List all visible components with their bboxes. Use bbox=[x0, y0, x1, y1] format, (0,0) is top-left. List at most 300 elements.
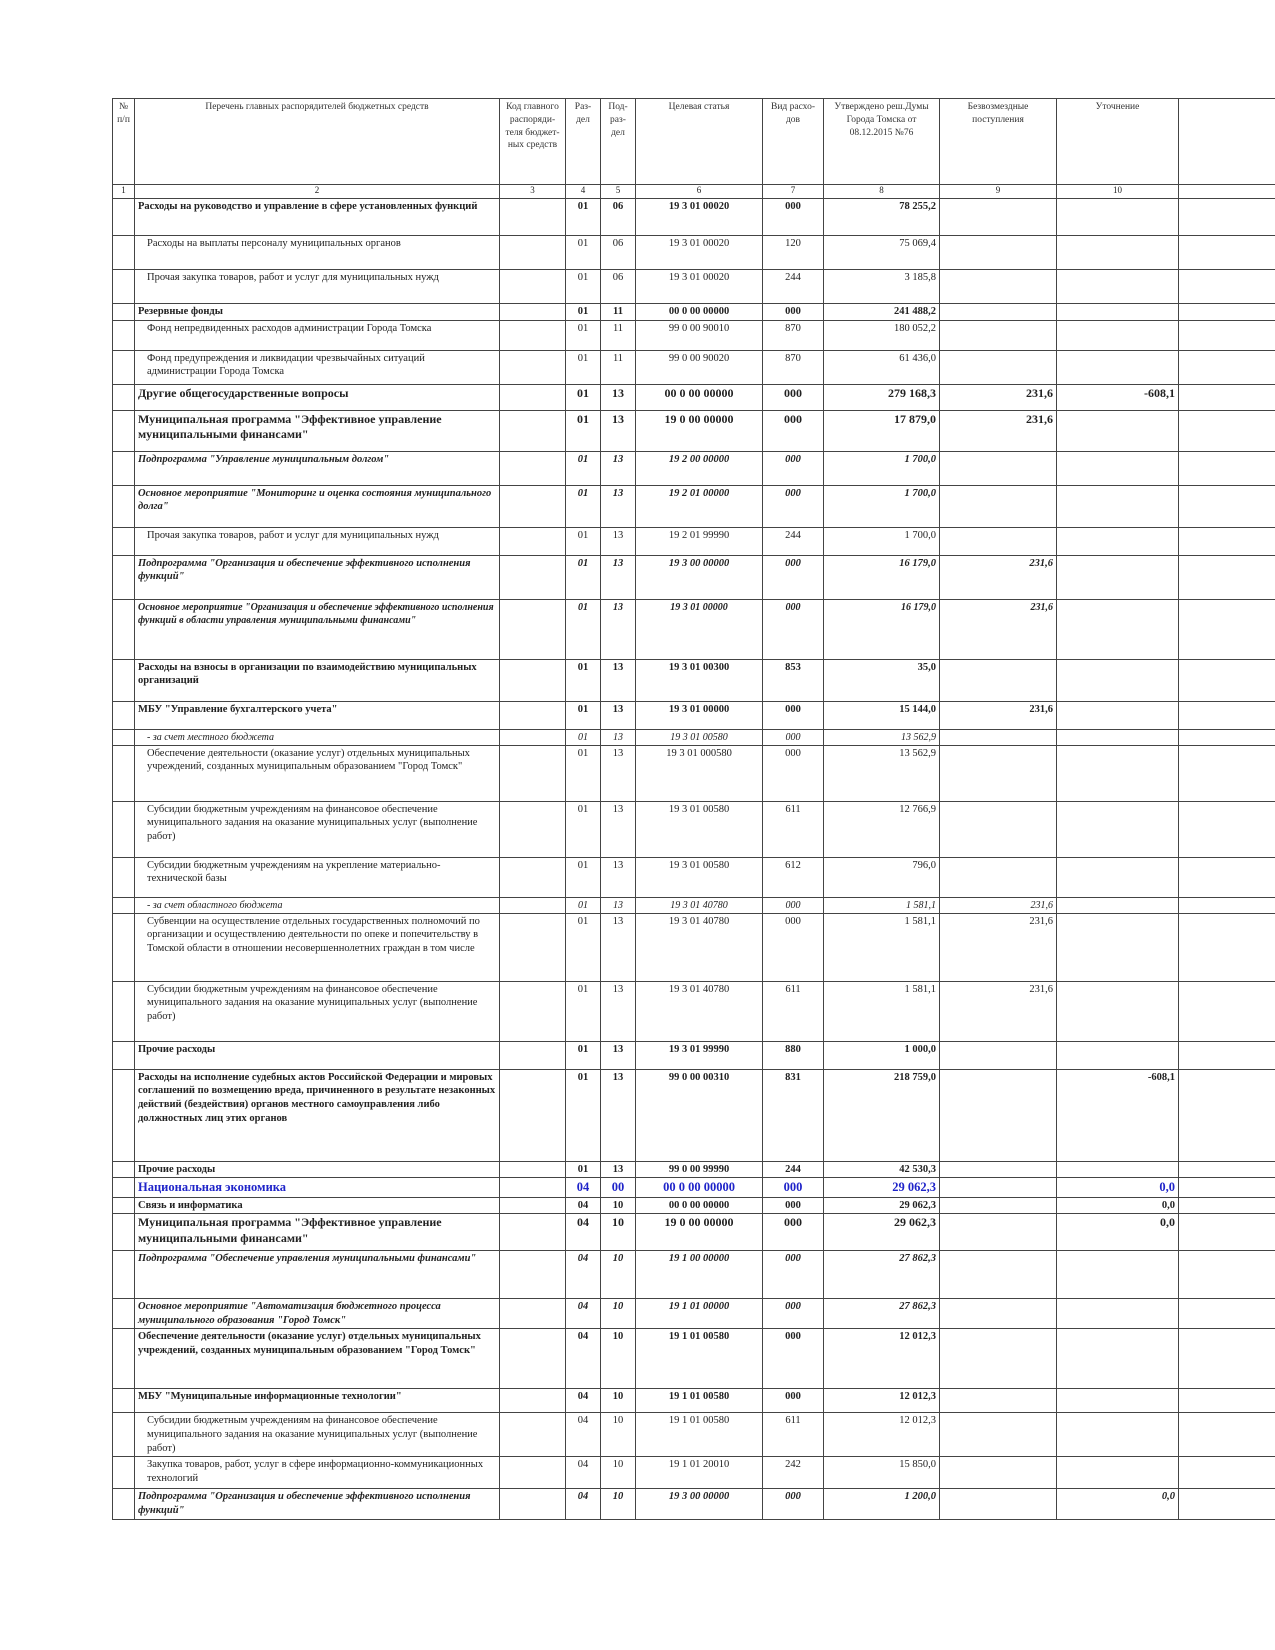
free-receipts-cell bbox=[940, 1197, 1057, 1214]
podrazdel-cell: 13 bbox=[601, 659, 636, 701]
row-number-cell bbox=[113, 451, 135, 485]
adjustment-cell: 0,0 bbox=[1057, 1197, 1179, 1214]
table-row bbox=[113, 981, 1275, 1041]
razdel-cell: 01 bbox=[566, 320, 601, 350]
grbs-code-cell bbox=[500, 857, 566, 897]
row-number-cell bbox=[113, 236, 135, 270]
expense-type-cell: 611 bbox=[763, 801, 824, 857]
col-num: 3 bbox=[500, 185, 566, 199]
row-cut-cell bbox=[1179, 729, 1275, 745]
razdel-cell: 01 bbox=[566, 729, 601, 745]
adjustment-cell bbox=[1057, 913, 1179, 981]
row-number-cell bbox=[113, 1329, 135, 1389]
row-name-cell: - за счет областного бюджета bbox=[135, 897, 500, 913]
free-receipts-cell bbox=[940, 1069, 1057, 1161]
row-cut-cell bbox=[1179, 1489, 1275, 1519]
grbs-code-cell bbox=[500, 801, 566, 857]
row-cut-cell bbox=[1179, 659, 1275, 701]
row-cut-cell bbox=[1179, 304, 1275, 321]
grbs-code-cell bbox=[500, 236, 566, 270]
expense-type-cell: 000 bbox=[763, 729, 824, 745]
razdel-cell: 01 bbox=[566, 350, 601, 384]
table-row bbox=[113, 410, 1275, 451]
row-name-cell: Обеспечение деятельности (оказание услуг) отдельных муниципальных учреждений, созданных муниципальным образованием "Город Томск" bbox=[135, 1329, 500, 1389]
target-article-cell: 19 3 00 00000 bbox=[636, 1489, 763, 1519]
approved-cell: 279 168,3 bbox=[824, 384, 940, 410]
adjustment-cell bbox=[1057, 1251, 1179, 1299]
adjustment-cell bbox=[1057, 236, 1179, 270]
row-number-cell bbox=[113, 555, 135, 599]
grbs-code-cell bbox=[500, 897, 566, 913]
razdel-cell: 04 bbox=[566, 1299, 601, 1329]
grbs-code-cell bbox=[500, 304, 566, 321]
free-receipts-cell bbox=[940, 857, 1057, 897]
approved-cell: 12 012,3 bbox=[824, 1389, 940, 1413]
podrazdel-cell: 13 bbox=[601, 745, 636, 801]
row-cut-cell bbox=[1179, 236, 1275, 270]
razdel-cell: 01 bbox=[566, 857, 601, 897]
budget-sheet bbox=[112, 98, 1275, 1520]
podrazdel-cell: 13 bbox=[601, 981, 636, 1041]
adjustment-cell bbox=[1057, 801, 1179, 857]
adjustment-cell: 0,0 bbox=[1057, 1214, 1179, 1251]
row-cut-cell bbox=[1179, 555, 1275, 599]
razdel-cell: 01 bbox=[566, 384, 601, 410]
podrazdel-cell: 13 bbox=[601, 857, 636, 897]
row-name-cell: Субсидии бюджетным учреждениям на финансовое обеспечение муниципального задания на оказание муниципальных услуг (выполнение работ) bbox=[135, 1413, 500, 1457]
grbs-code-cell bbox=[500, 451, 566, 485]
grbs-code-cell bbox=[500, 1041, 566, 1069]
expense-type-cell: 000 bbox=[763, 451, 824, 485]
table-row bbox=[113, 1214, 1275, 1251]
podrazdel-cell: 00 bbox=[601, 1178, 636, 1197]
free-receipts-cell bbox=[940, 1251, 1057, 1299]
header-cut bbox=[1179, 99, 1275, 185]
razdel-cell: 01 bbox=[566, 913, 601, 981]
header-name: Перечень главных распорядителей бюджетных средств bbox=[135, 99, 500, 185]
podrazdel-cell: 11 bbox=[601, 304, 636, 321]
col-num: 9 bbox=[940, 185, 1057, 199]
expense-type-cell: 000 bbox=[763, 485, 824, 527]
table-row bbox=[113, 1413, 1275, 1457]
table-row bbox=[113, 236, 1275, 270]
razdel-cell: 01 bbox=[566, 1161, 601, 1178]
target-article-cell: 19 0 00 00000 bbox=[636, 1214, 763, 1251]
target-article-cell: 19 2 01 99990 bbox=[636, 527, 763, 555]
row-cut-cell bbox=[1179, 1214, 1275, 1251]
free-receipts-cell bbox=[940, 270, 1057, 304]
row-number-cell bbox=[113, 1389, 135, 1413]
row-cut-cell bbox=[1179, 451, 1275, 485]
row-name-cell: Прочая закупка товаров, работ и услуг для муниципальных нужд bbox=[135, 527, 500, 555]
row-name-cell: Расходы на исполнение судебных актов Российской Федерации и мировых соглашений по возмещению вреда, причиненного в результате незаконных действий (бездействия) органов местного самоуправления либо должностных лиц этих органов bbox=[135, 1069, 500, 1161]
row-number-cell bbox=[113, 1041, 135, 1069]
adjustment-cell: -608,1 bbox=[1057, 384, 1179, 410]
approved-cell: 3 185,8 bbox=[824, 270, 940, 304]
grbs-code-cell bbox=[500, 1069, 566, 1161]
podrazdel-cell: 10 bbox=[601, 1197, 636, 1214]
table-row bbox=[113, 1197, 1275, 1214]
table-row bbox=[113, 1457, 1275, 1489]
adjustment-cell: 0,0 bbox=[1057, 1489, 1179, 1519]
col-num: 6 bbox=[636, 185, 763, 199]
row-cut-cell bbox=[1179, 270, 1275, 304]
expense-type-cell: 612 bbox=[763, 857, 824, 897]
free-receipts-cell bbox=[940, 1389, 1057, 1413]
budget-table bbox=[112, 98, 1275, 1520]
row-name-cell: Подпрограмма "Организация и обеспечение эффективного исполнения функций" bbox=[135, 1489, 500, 1519]
target-article-cell: 00 0 00 00000 bbox=[636, 384, 763, 410]
free-receipts-cell bbox=[940, 527, 1057, 555]
expense-type-cell: 000 bbox=[763, 1251, 824, 1299]
row-number-cell bbox=[113, 199, 135, 236]
target-article-cell: 99 0 00 00310 bbox=[636, 1069, 763, 1161]
razdel-cell: 01 bbox=[566, 745, 601, 801]
row-name-cell: Резервные фонды bbox=[135, 304, 500, 321]
adjustment-cell: 0,0 bbox=[1057, 1178, 1179, 1197]
row-number-cell bbox=[113, 701, 135, 729]
grbs-code-cell bbox=[500, 1251, 566, 1299]
expense-type-cell: 000 bbox=[763, 745, 824, 801]
expense-type-cell: 000 bbox=[763, 384, 824, 410]
row-cut-cell bbox=[1179, 384, 1275, 410]
podrazdel-cell: 06 bbox=[601, 270, 636, 304]
podrazdel-cell: 13 bbox=[601, 527, 636, 555]
podrazdel-cell: 06 bbox=[601, 236, 636, 270]
header-target-article: Целевая статья bbox=[636, 99, 763, 185]
target-article-cell: 19 1 01 00000 bbox=[636, 1299, 763, 1329]
row-cut-cell bbox=[1179, 701, 1275, 729]
target-article-cell: 00 0 00 00000 bbox=[636, 1178, 763, 1197]
free-receipts-cell bbox=[940, 1299, 1057, 1329]
approved-cell: 12 766,9 bbox=[824, 801, 940, 857]
row-cut-cell bbox=[1179, 1299, 1275, 1329]
table-row bbox=[113, 659, 1275, 701]
target-article-cell: 19 0 00 00000 bbox=[636, 410, 763, 451]
expense-type-cell: 000 bbox=[763, 913, 824, 981]
row-name-cell: Прочие расходы bbox=[135, 1041, 500, 1069]
adjustment-cell bbox=[1057, 897, 1179, 913]
razdel-cell: 01 bbox=[566, 410, 601, 451]
row-number-cell bbox=[113, 897, 135, 913]
grbs-code-cell bbox=[500, 1489, 566, 1519]
row-number-cell bbox=[113, 745, 135, 801]
podrazdel-cell: 13 bbox=[601, 451, 636, 485]
row-number-cell bbox=[113, 729, 135, 745]
free-receipts-cell bbox=[940, 745, 1057, 801]
grbs-code-cell bbox=[500, 1161, 566, 1178]
free-receipts-cell bbox=[940, 729, 1057, 745]
row-cut-cell bbox=[1179, 1413, 1275, 1457]
free-receipts-cell bbox=[940, 801, 1057, 857]
free-receipts-cell bbox=[940, 1161, 1057, 1178]
row-cut-cell bbox=[1179, 745, 1275, 801]
table-row bbox=[113, 701, 1275, 729]
grbs-code-cell bbox=[500, 350, 566, 384]
free-receipts-cell bbox=[940, 320, 1057, 350]
razdel-cell: 04 bbox=[566, 1489, 601, 1519]
row-number-cell bbox=[113, 270, 135, 304]
row-cut-cell bbox=[1179, 527, 1275, 555]
grbs-code-cell bbox=[500, 1389, 566, 1413]
approved-cell: 35,0 bbox=[824, 659, 940, 701]
header-row bbox=[113, 99, 1275, 185]
row-number-cell bbox=[113, 857, 135, 897]
table-row bbox=[113, 384, 1275, 410]
row-name-cell: Субвенции на осуществление отдельных государственных полномочий по организации и осуществлению деятельности по опеке и попечительству в Томской области в отношении несовершеннолетних граждан в том числе bbox=[135, 913, 500, 981]
expense-type-cell: 880 bbox=[763, 1041, 824, 1069]
target-article-cell: 19 3 01 99990 bbox=[636, 1041, 763, 1069]
table-row bbox=[113, 1178, 1275, 1197]
approved-cell: 16 179,0 bbox=[824, 599, 940, 659]
podrazdel-cell: 13 bbox=[601, 485, 636, 527]
podrazdel-cell: 10 bbox=[601, 1299, 636, 1329]
row-cut-cell bbox=[1179, 1329, 1275, 1389]
podrazdel-cell: 13 bbox=[601, 701, 636, 729]
target-article-cell: 19 1 01 20010 bbox=[636, 1457, 763, 1489]
free-receipts-cell bbox=[940, 1214, 1057, 1251]
table-row bbox=[113, 527, 1275, 555]
free-receipts-cell bbox=[940, 659, 1057, 701]
row-number-cell bbox=[113, 384, 135, 410]
row-name-cell: Закупка товаров, работ, услуг в сфере информационно-коммуникационных технологий bbox=[135, 1457, 500, 1489]
row-name-cell: Муниципальная программа "Эффективное управление муниципальными финансами" bbox=[135, 410, 500, 451]
podrazdel-cell: 11 bbox=[601, 320, 636, 350]
table-row bbox=[113, 270, 1275, 304]
grbs-code-cell bbox=[500, 384, 566, 410]
free-receipts-cell: 231,6 bbox=[940, 913, 1057, 981]
free-receipts-cell bbox=[940, 350, 1057, 384]
col-num: 1 bbox=[113, 185, 135, 199]
expense-type-cell: 000 bbox=[763, 599, 824, 659]
podrazdel-cell: 13 bbox=[601, 1069, 636, 1161]
row-number-cell bbox=[113, 350, 135, 384]
grbs-code-cell bbox=[500, 745, 566, 801]
target-article-cell: 19 1 01 00580 bbox=[636, 1413, 763, 1457]
row-cut-cell bbox=[1179, 857, 1275, 897]
row-cut-cell bbox=[1179, 1197, 1275, 1214]
table-row bbox=[113, 913, 1275, 981]
razdel-cell: 01 bbox=[566, 981, 601, 1041]
approved-cell: 13 562,9 bbox=[824, 745, 940, 801]
row-number-cell bbox=[113, 1413, 135, 1457]
table-row bbox=[113, 1069, 1275, 1161]
expense-type-cell: 000 bbox=[763, 1214, 824, 1251]
free-receipts-cell bbox=[940, 304, 1057, 321]
header-razdel: Раз-дел bbox=[566, 99, 601, 185]
table-row bbox=[113, 729, 1275, 745]
row-cut-cell bbox=[1179, 599, 1275, 659]
row-number-cell bbox=[113, 801, 135, 857]
adjustment-cell bbox=[1057, 659, 1179, 701]
table-row bbox=[113, 1329, 1275, 1389]
header-adjustment: Уточнение bbox=[1057, 99, 1179, 185]
approved-cell: 241 488,2 bbox=[824, 304, 940, 321]
table-row bbox=[113, 350, 1275, 384]
row-cut-cell bbox=[1179, 1069, 1275, 1161]
adjustment-cell bbox=[1057, 555, 1179, 599]
razdel-cell: 01 bbox=[566, 555, 601, 599]
adjustment-cell bbox=[1057, 1413, 1179, 1457]
razdel-cell: 04 bbox=[566, 1329, 601, 1389]
row-number-cell bbox=[113, 1178, 135, 1197]
razdel-cell: 01 bbox=[566, 701, 601, 729]
podrazdel-cell: 13 bbox=[601, 1041, 636, 1069]
row-number-cell bbox=[113, 410, 135, 451]
adjustment-cell bbox=[1057, 745, 1179, 801]
row-name-cell: Расходы на взносы в организации по взаимодействию муниципальных организаций bbox=[135, 659, 500, 701]
adjustment-cell bbox=[1057, 304, 1179, 321]
adjustment-cell bbox=[1057, 1457, 1179, 1489]
free-receipts-cell bbox=[940, 1413, 1057, 1457]
row-number-cell bbox=[113, 304, 135, 321]
target-article-cell: 19 1 01 00580 bbox=[636, 1389, 763, 1413]
adjustment-cell bbox=[1057, 981, 1179, 1041]
target-article-cell: 19 3 01 00000 bbox=[636, 599, 763, 659]
grbs-code-cell bbox=[500, 555, 566, 599]
adjustment-cell bbox=[1057, 320, 1179, 350]
adjustment-cell bbox=[1057, 599, 1179, 659]
row-name-cell: Обеспечение деятельности (оказание услуг) отдельных муниципальных учреждений, созданных муниципальным образованием "Город Томск" bbox=[135, 745, 500, 801]
podrazdel-cell: 10 bbox=[601, 1329, 636, 1389]
grbs-code-cell bbox=[500, 1214, 566, 1251]
expense-type-cell: 120 bbox=[763, 236, 824, 270]
header-npp: № п/п bbox=[113, 99, 135, 185]
razdel-cell: 01 bbox=[566, 659, 601, 701]
razdel-cell: 01 bbox=[566, 451, 601, 485]
target-article-cell: 19 3 01 40780 bbox=[636, 981, 763, 1041]
target-article-cell: 99 0 00 90020 bbox=[636, 350, 763, 384]
expense-type-cell: 000 bbox=[763, 1489, 824, 1519]
expense-type-cell: 000 bbox=[763, 1389, 824, 1413]
expense-type-cell: 000 bbox=[763, 555, 824, 599]
adjustment-cell bbox=[1057, 1299, 1179, 1329]
free-receipts-cell bbox=[940, 1178, 1057, 1197]
expense-type-cell: 611 bbox=[763, 981, 824, 1041]
col-num: 5 bbox=[601, 185, 636, 199]
row-cut-cell bbox=[1179, 1457, 1275, 1489]
approved-cell: 1 700,0 bbox=[824, 451, 940, 485]
expense-type-cell: 611 bbox=[763, 1413, 824, 1457]
grbs-code-cell bbox=[500, 1299, 566, 1329]
row-cut-cell bbox=[1179, 897, 1275, 913]
table-row bbox=[113, 1161, 1275, 1178]
expense-type-cell: 831 bbox=[763, 1069, 824, 1161]
expense-type-cell: 244 bbox=[763, 270, 824, 304]
row-cut-cell bbox=[1179, 350, 1275, 384]
approved-cell: 27 862,3 bbox=[824, 1299, 940, 1329]
row-number-cell bbox=[113, 1197, 135, 1214]
row-name-cell: Фонд непредвиденных расходов администрации Города Томска bbox=[135, 320, 500, 350]
grbs-code-cell bbox=[500, 701, 566, 729]
header-podrazdel: Под-раз-дел bbox=[601, 99, 636, 185]
free-receipts-cell: 231,6 bbox=[940, 599, 1057, 659]
approved-cell: 1 000,0 bbox=[824, 1041, 940, 1069]
row-number-cell bbox=[113, 659, 135, 701]
grbs-code-cell bbox=[500, 527, 566, 555]
free-receipts-cell bbox=[940, 199, 1057, 236]
row-name-cell: Другие общегосударственные вопросы bbox=[135, 384, 500, 410]
podrazdel-cell: 10 bbox=[601, 1214, 636, 1251]
table-row bbox=[113, 199, 1275, 236]
grbs-code-cell bbox=[500, 1457, 566, 1489]
grbs-code-cell bbox=[500, 1413, 566, 1457]
adjustment-cell bbox=[1057, 270, 1179, 304]
podrazdel-cell: 10 bbox=[601, 1389, 636, 1413]
podrazdel-cell: 13 bbox=[601, 384, 636, 410]
row-cut-cell bbox=[1179, 981, 1275, 1041]
table-row bbox=[113, 857, 1275, 897]
grbs-code-cell bbox=[500, 485, 566, 527]
razdel-cell: 01 bbox=[566, 599, 601, 659]
grbs-code-cell bbox=[500, 320, 566, 350]
row-cut-cell bbox=[1179, 410, 1275, 451]
row-number-cell bbox=[113, 485, 135, 527]
row-number-cell bbox=[113, 913, 135, 981]
header-free-receipts: Безвозмездные поступления bbox=[940, 99, 1057, 185]
podrazdel-cell: 13 bbox=[601, 801, 636, 857]
row-name-cell: Основное мероприятие "Мониторинг и оценка состояния муниципального долга" bbox=[135, 485, 500, 527]
row-cut-cell bbox=[1179, 1251, 1275, 1299]
row-name-cell: МБУ "Муниципальные информационные технологии" bbox=[135, 1389, 500, 1413]
target-article-cell: 19 1 01 00580 bbox=[636, 1329, 763, 1389]
approved-cell: 12 012,3 bbox=[824, 1329, 940, 1389]
approved-cell: 218 759,0 bbox=[824, 1069, 940, 1161]
expense-type-cell: 244 bbox=[763, 1161, 824, 1178]
approved-cell: 1 581,1 bbox=[824, 981, 940, 1041]
target-article-cell: 19 3 01 00020 bbox=[636, 270, 763, 304]
grbs-code-cell bbox=[500, 1329, 566, 1389]
razdel-cell: 01 bbox=[566, 527, 601, 555]
row-name-cell: Расходы на руководство и управление в сфере установленных функций bbox=[135, 199, 500, 236]
podrazdel-cell: 11 bbox=[601, 350, 636, 384]
expense-type-cell: 870 bbox=[763, 350, 824, 384]
podrazdel-cell: 13 bbox=[601, 410, 636, 451]
expense-type-cell: 853 bbox=[763, 659, 824, 701]
razdel-cell: 01 bbox=[566, 1041, 601, 1069]
razdel-cell: 01 bbox=[566, 236, 601, 270]
table-row bbox=[113, 1041, 1275, 1069]
expense-type-cell: 870 bbox=[763, 320, 824, 350]
row-cut-cell bbox=[1179, 1389, 1275, 1413]
free-receipts-cell bbox=[940, 1457, 1057, 1489]
row-cut-cell bbox=[1179, 1161, 1275, 1178]
approved-cell: 15 144,0 bbox=[824, 701, 940, 729]
header-expense-type: Вид расхо-дов bbox=[763, 99, 824, 185]
column-number-row bbox=[113, 185, 1275, 199]
target-article-cell: 19 3 01 00020 bbox=[636, 199, 763, 236]
row-name-cell: Связь и информатика bbox=[135, 1197, 500, 1214]
free-receipts-cell bbox=[940, 1041, 1057, 1069]
table-row bbox=[113, 801, 1275, 857]
adjustment-cell bbox=[1057, 410, 1179, 451]
budget-rows bbox=[113, 199, 1275, 1520]
razdel-cell: 01 bbox=[566, 897, 601, 913]
expense-type-cell: 000 bbox=[763, 199, 824, 236]
adjustment-cell bbox=[1057, 729, 1179, 745]
row-number-cell bbox=[113, 1069, 135, 1161]
row-name-cell: Муниципальная программа "Эффективное управление муниципальными финансами" bbox=[135, 1214, 500, 1251]
adjustment-cell bbox=[1057, 1161, 1179, 1178]
approved-cell: 13 562,9 bbox=[824, 729, 940, 745]
grbs-code-cell bbox=[500, 981, 566, 1041]
podrazdel-cell: 06 bbox=[601, 199, 636, 236]
target-article-cell: 19 3 01 40780 bbox=[636, 897, 763, 913]
razdel-cell: 01 bbox=[566, 199, 601, 236]
approved-cell: 1 581,1 bbox=[824, 897, 940, 913]
razdel-cell: 04 bbox=[566, 1178, 601, 1197]
adjustment-cell bbox=[1057, 199, 1179, 236]
